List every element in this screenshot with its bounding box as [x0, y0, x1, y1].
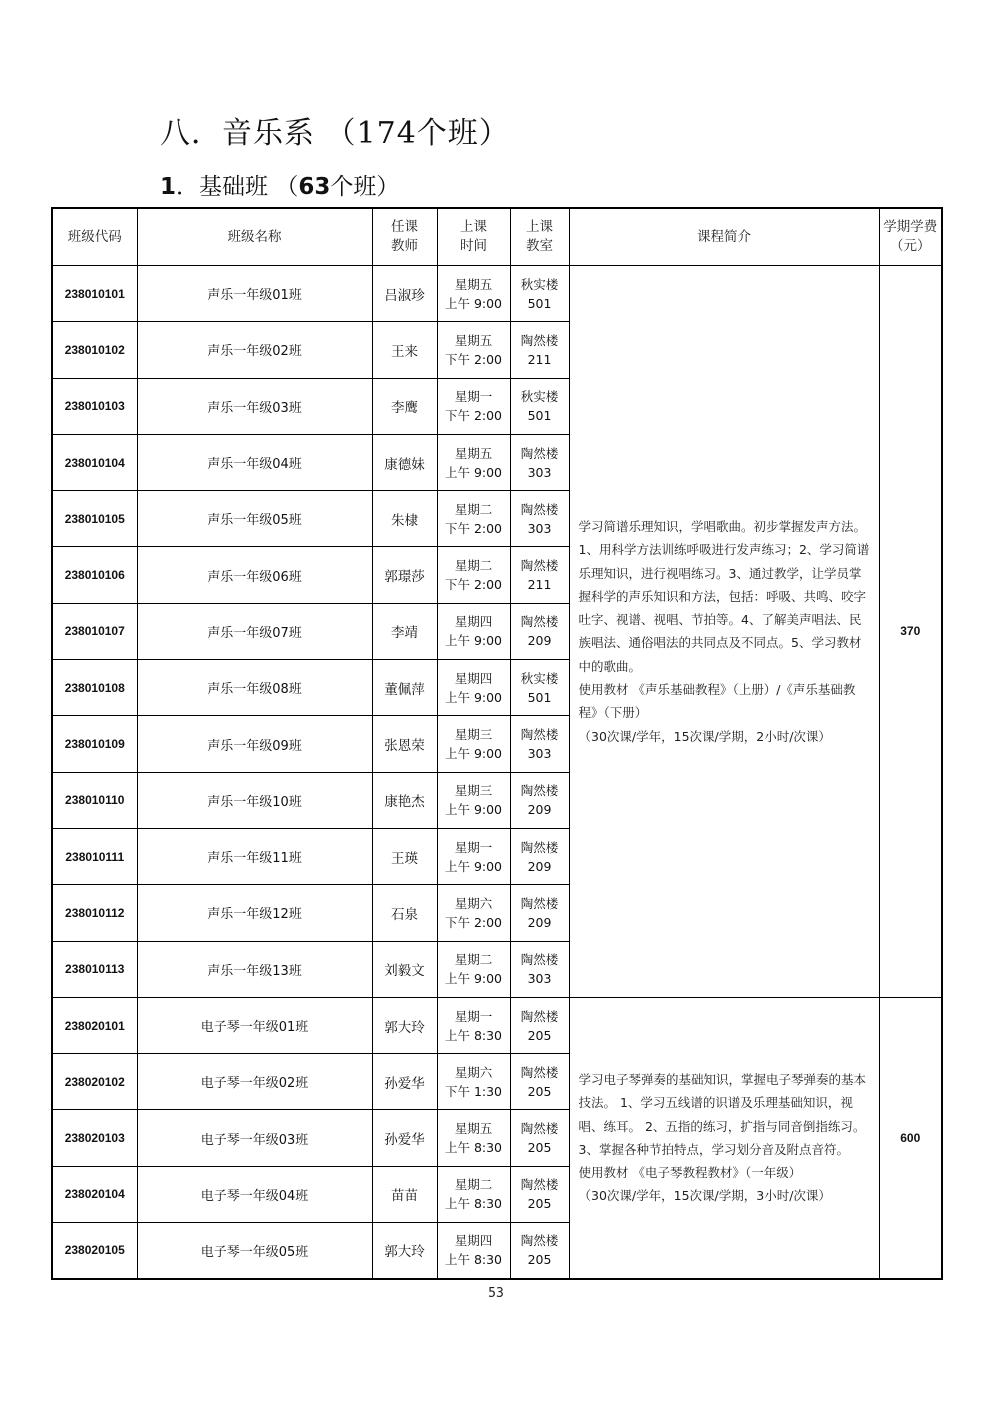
room-building: 陶然楼	[520, 1233, 559, 1249]
class-time	[437, 266, 510, 322]
class-time	[437, 772, 510, 828]
class-hour: 下午 2:00	[444, 577, 503, 593]
class-code-text: 238010102	[64, 342, 125, 357]
class-name	[137, 266, 372, 322]
room-building: 陶然楼	[520, 783, 559, 799]
teacher-name	[372, 885, 437, 941]
class-code	[52, 322, 137, 378]
class-day: 星期四	[454, 670, 493, 686]
class-hour: 下午 1:30	[444, 1083, 503, 1099]
class-day: 星期三	[454, 783, 493, 799]
room-building: 陶然楼	[520, 839, 559, 855]
room-building: 秋实楼	[520, 670, 559, 686]
teacher-name-text: 刘毅文	[384, 963, 425, 980]
teacher-name	[372, 1166, 437, 1222]
room-building: 陶然楼	[520, 558, 559, 574]
class-code	[52, 434, 137, 490]
teacher-name-text: 董佩萍	[384, 681, 425, 698]
teacher-name	[372, 322, 437, 378]
class-room	[510, 266, 569, 322]
class-time	[437, 1223, 510, 1279]
class-hour: 上午 9:00	[444, 464, 503, 480]
class-day: 星期六	[454, 1064, 493, 1080]
class-name-text: 声乐一年级08班	[207, 682, 302, 698]
class-name	[137, 434, 372, 490]
class-time	[437, 885, 510, 941]
teacher-name-text: 苗苗	[391, 1188, 418, 1205]
header-desc: 课程简介	[569, 208, 879, 266]
teacher-name-text: 王来	[391, 343, 418, 360]
room-number: 209	[527, 858, 552, 874]
room-building: 陶然楼	[520, 727, 559, 743]
course-description-paragraph: （30次课/学年，15次课/学期，2小时/次课）	[578, 728, 831, 744]
class-code	[52, 997, 137, 1053]
course-description-paragraph: 学习简谱乐理知识，学唱歌曲。初步掌握发声方法。1、用科学方法训练呼吸进行发声练习；2、学习简谱乐理知识，进行视唱练习。3、通过教学，让学员掌握科学的声乐知识和方法，包括：呼吸、共鸣、咬字吐字、视谱、视唱、节拍等。4、了解美声唱法、民族唱法、通俗唱法的共同点及不同点。5、学习教材中的歌曲。	[578, 518, 870, 674]
class-room	[510, 1110, 569, 1166]
class-code-text: 238020104	[64, 1187, 125, 1202]
class-time	[437, 997, 510, 1053]
class-room	[510, 885, 569, 941]
class-code-text: 238010107	[64, 624, 125, 639]
teacher-name-text: 吕淑珍	[384, 287, 425, 304]
class-room	[510, 434, 569, 490]
teacher-name	[372, 1223, 437, 1279]
teacher-name-text: 李鹰	[391, 400, 418, 417]
class-day: 星期二	[454, 952, 493, 968]
class-code	[52, 885, 137, 941]
class-hour: 上午 9:00	[444, 802, 503, 818]
teacher-name	[372, 378, 437, 434]
room-building: 陶然楼	[520, 895, 559, 911]
class-name-text: 电子琴一年级03班	[200, 1132, 309, 1148]
class-code-text: 238010105	[64, 511, 125, 526]
header-time: 上课 时间	[437, 208, 510, 266]
header-room: 上课 教室	[510, 208, 569, 266]
class-time	[437, 941, 510, 997]
room-number: 303	[527, 464, 552, 480]
room-number: 205	[527, 1083, 552, 1099]
class-code-text: 238010101	[64, 286, 125, 301]
room-building: 陶然楼	[520, 1008, 559, 1024]
class-code	[52, 1054, 137, 1110]
class-day: 星期四	[454, 614, 493, 630]
class-name-text: 声乐一年级09班	[207, 738, 302, 754]
class-code-text: 238010103	[64, 399, 125, 414]
class-name	[137, 1223, 372, 1279]
table-header-row	[52, 208, 942, 266]
room-building: 陶然楼	[520, 952, 559, 968]
course-description-paragraph: 使用教材 《声乐基础教程》（上册）/《声乐基础教程》（下册）	[578, 682, 856, 721]
section-tail: 个班）	[330, 174, 400, 200]
section-count: 63	[298, 174, 331, 200]
class-name-text: 声乐一年级01班	[207, 288, 302, 304]
teacher-name-text: 孙爱华	[384, 1132, 425, 1149]
room-building: 陶然楼	[520, 614, 559, 630]
room-number: 205	[527, 1027, 552, 1043]
room-building: 陶然楼	[520, 1121, 559, 1137]
class-time	[437, 660, 510, 716]
class-code	[52, 941, 137, 997]
teacher-name	[372, 1054, 437, 1110]
teacher-name	[372, 660, 437, 716]
class-room	[510, 660, 569, 716]
class-name-text: 声乐一年级06班	[207, 569, 302, 585]
class-hour: 上午 9:00	[444, 971, 503, 987]
class-hour: 下午 2:00	[444, 351, 503, 367]
class-time	[437, 378, 510, 434]
tuition-fee	[879, 266, 942, 998]
class-name	[137, 603, 372, 659]
section-title	[160, 168, 399, 201]
section-number: 1	[160, 174, 177, 200]
class-code	[52, 828, 137, 884]
teacher-name-text: 郭璟莎	[384, 569, 425, 586]
class-code	[52, 772, 137, 828]
class-name-text: 声乐一年级13班	[207, 963, 302, 979]
class-name	[137, 1110, 372, 1166]
class-name-text: 电子琴一年级04班	[200, 1188, 309, 1204]
class-hour: 下午 2:00	[444, 408, 503, 424]
class-day: 星期二	[454, 501, 493, 517]
class-day: 星期五	[454, 332, 493, 348]
room-number: 209	[527, 914, 552, 930]
class-name	[137, 941, 372, 997]
class-name-text: 声乐一年级11班	[207, 851, 302, 867]
class-code-text: 238020103	[64, 1131, 125, 1146]
room-building: 陶然楼	[520, 332, 559, 348]
class-day: 星期四	[454, 1233, 493, 1249]
class-code-text: 238020101	[64, 1018, 125, 1033]
room-building: 陶然楼	[520, 501, 559, 517]
teacher-name	[372, 491, 437, 547]
course-description-paragraph: （30次课/学年，15次课/学期，3小时/次课）	[578, 1188, 831, 1204]
class-name-text: 声乐一年级05班	[207, 513, 302, 529]
class-room	[510, 603, 569, 659]
room-building: 陶然楼	[520, 1064, 559, 1080]
class-code-text: 238010110	[65, 793, 125, 808]
class-hour: 上午 9:00	[444, 689, 503, 705]
teacher-name-text: 孙爱华	[384, 1075, 425, 1092]
class-time	[437, 1166, 510, 1222]
class-name	[137, 491, 372, 547]
class-name-text: 声乐一年级04班	[207, 457, 302, 473]
teacher-name-text: 郭大玲	[384, 1019, 425, 1036]
class-hour: 下午 2:00	[444, 520, 503, 536]
class-time	[437, 434, 510, 490]
class-hour: 下午 2:00	[444, 914, 503, 930]
room-number: 303	[527, 971, 552, 987]
class-code-text: 238010108	[64, 680, 125, 695]
room-number: 303	[527, 520, 552, 536]
class-hour: 上午 9:00	[444, 633, 503, 649]
course-description-paragraph: 使用教材 《电子琴教程教材》（一年级）	[578, 1165, 802, 1181]
class-name-text: 声乐一年级12班	[207, 907, 302, 923]
room-number: 303	[527, 746, 552, 762]
teacher-name	[372, 941, 437, 997]
class-hour: 上午 8:30	[444, 1252, 503, 1268]
teacher-name-text: 朱棣	[391, 512, 418, 529]
class-code	[52, 1166, 137, 1222]
class-room	[510, 1166, 569, 1222]
class-name-text: 电子琴一年级02班	[200, 1076, 309, 1092]
class-day: 星期五	[454, 445, 493, 461]
class-room	[510, 322, 569, 378]
class-name	[137, 378, 372, 434]
room-number: 211	[527, 577, 552, 593]
header-teacher: 任课 教师	[372, 208, 437, 266]
class-name-text: 声乐一年级02班	[207, 344, 302, 360]
class-room	[510, 378, 569, 434]
class-day: 星期五	[454, 1121, 493, 1137]
tuition-fee-text: 600	[900, 1130, 921, 1145]
class-table	[51, 207, 943, 1280]
class-time	[437, 1054, 510, 1110]
teacher-name-text: 张恩荣	[384, 738, 425, 755]
class-hour: 上午 9:00	[444, 746, 503, 762]
class-code	[52, 547, 137, 603]
class-name	[137, 997, 372, 1053]
class-time	[437, 828, 510, 884]
class-room	[510, 1223, 569, 1279]
class-name	[137, 660, 372, 716]
class-room	[510, 772, 569, 828]
room-building: 秋实楼	[520, 276, 559, 292]
class-code-text: 238010104	[64, 455, 125, 470]
room-building: 陶然楼	[520, 445, 559, 461]
teacher-name-text: 康德妹	[384, 456, 425, 473]
room-number: 211	[527, 351, 552, 367]
class-time	[437, 491, 510, 547]
class-code	[52, 660, 137, 716]
class-day: 星期三	[454, 727, 493, 743]
class-day: 星期五	[454, 276, 493, 292]
room-number: 209	[527, 633, 552, 649]
class-time	[437, 603, 510, 659]
class-room	[510, 941, 569, 997]
class-code-text: 238010106	[64, 568, 125, 583]
room-building: 陶然楼	[520, 1177, 559, 1193]
class-room	[510, 547, 569, 603]
class-code	[52, 491, 137, 547]
class-code	[52, 378, 137, 434]
class-day: 星期二	[454, 1177, 493, 1193]
page-title: 八．音乐系 （174个班）	[160, 116, 510, 151]
class-room	[510, 828, 569, 884]
class-name	[137, 1166, 372, 1222]
teacher-name	[372, 716, 437, 772]
class-room	[510, 491, 569, 547]
room-building: 秋实楼	[520, 389, 559, 405]
page-number: 53	[488, 1286, 504, 1301]
header-code: 班级代码	[52, 208, 137, 266]
teacher-name-text: 王瑛	[391, 850, 418, 867]
class-name-text: 声乐一年级07班	[207, 625, 302, 641]
class-day: 星期二	[454, 558, 493, 574]
class-code-text: 238010111	[65, 849, 125, 864]
course-description-paragraph: 学习电子琴弹奏的基础知识，掌握电子琴弹奏的基本技法。 1、学习五线谱的识谱及乐理基础知识，视唱、练耳。 2、五指的练习，扩指与同音倒指练习。 3、掌握各种节拍特点，学习划分音及附点音符。	[578, 1071, 867, 1157]
class-code	[52, 1110, 137, 1166]
class-code	[52, 716, 137, 772]
room-number: 205	[527, 1196, 552, 1212]
course-description	[569, 997, 879, 1278]
class-code	[52, 1223, 137, 1279]
teacher-name	[372, 434, 437, 490]
room-number: 205	[527, 1140, 552, 1156]
room-number: 501	[527, 408, 552, 424]
class-name	[137, 772, 372, 828]
class-day: 星期一	[454, 1008, 493, 1024]
class-code-text: 238010113	[65, 962, 125, 977]
teacher-name	[372, 828, 437, 884]
teacher-name-text: 康艳杰	[384, 794, 425, 811]
class-room	[510, 997, 569, 1053]
class-room	[510, 1054, 569, 1110]
room-number: 205	[527, 1252, 552, 1268]
tuition-fee-text: 370	[900, 624, 921, 639]
class-name	[137, 885, 372, 941]
class-time	[437, 547, 510, 603]
class-code	[52, 603, 137, 659]
class-name	[137, 547, 372, 603]
class-name-text: 电子琴一年级05班	[200, 1244, 309, 1260]
class-code-text: 238020105	[64, 1243, 125, 1258]
room-number: 501	[527, 295, 552, 311]
class-name-text: 声乐一年级10班	[207, 794, 302, 810]
class-name	[137, 1054, 372, 1110]
room-number: 209	[527, 802, 552, 818]
class-name-text: 电子琴一年级01班	[200, 1020, 309, 1035]
teacher-name	[372, 547, 437, 603]
teacher-name	[372, 266, 437, 322]
class-time	[437, 322, 510, 378]
class-code	[52, 266, 137, 322]
class-time	[437, 716, 510, 772]
header-fee: 学期学费 （元）	[879, 208, 942, 266]
header-name: 班级名称	[137, 208, 372, 266]
room-number: 501	[527, 689, 552, 705]
teacher-name	[372, 772, 437, 828]
tuition-fee	[879, 997, 942, 1278]
class-code-text: 238020102	[64, 1074, 125, 1089]
class-hour: 上午 9:00	[444, 858, 503, 874]
class-hour: 上午 8:30	[444, 1027, 503, 1043]
class-code-text: 238010109	[64, 737, 125, 752]
class-hour: 上午 8:30	[444, 1196, 503, 1212]
class-name	[137, 322, 372, 378]
section-label: ．基础班 （	[176, 174, 299, 200]
class-code-text: 238010112	[65, 905, 125, 920]
class-room	[510, 716, 569, 772]
class-day: 星期六	[454, 895, 493, 911]
table-row	[52, 997, 942, 1053]
teacher-name	[372, 603, 437, 659]
table-body	[52, 266, 942, 1279]
class-name	[137, 716, 372, 772]
class-hour: 上午 8:30	[444, 1140, 503, 1156]
teacher-name-text: 李靖	[391, 625, 418, 642]
teacher-name	[372, 1110, 437, 1166]
class-time	[437, 1110, 510, 1166]
class-name	[137, 828, 372, 884]
course-description	[569, 266, 879, 998]
class-day: 星期一	[454, 839, 493, 855]
class-name-text: 声乐一年级03班	[207, 400, 302, 416]
class-hour: 上午 9:00	[444, 295, 503, 311]
table-row	[52, 266, 942, 322]
teacher-name-text: 郭大玲	[384, 1244, 425, 1261]
class-day: 星期一	[454, 389, 493, 405]
teacher-name-text: 石泉	[391, 906, 418, 923]
teacher-name	[372, 997, 437, 1053]
